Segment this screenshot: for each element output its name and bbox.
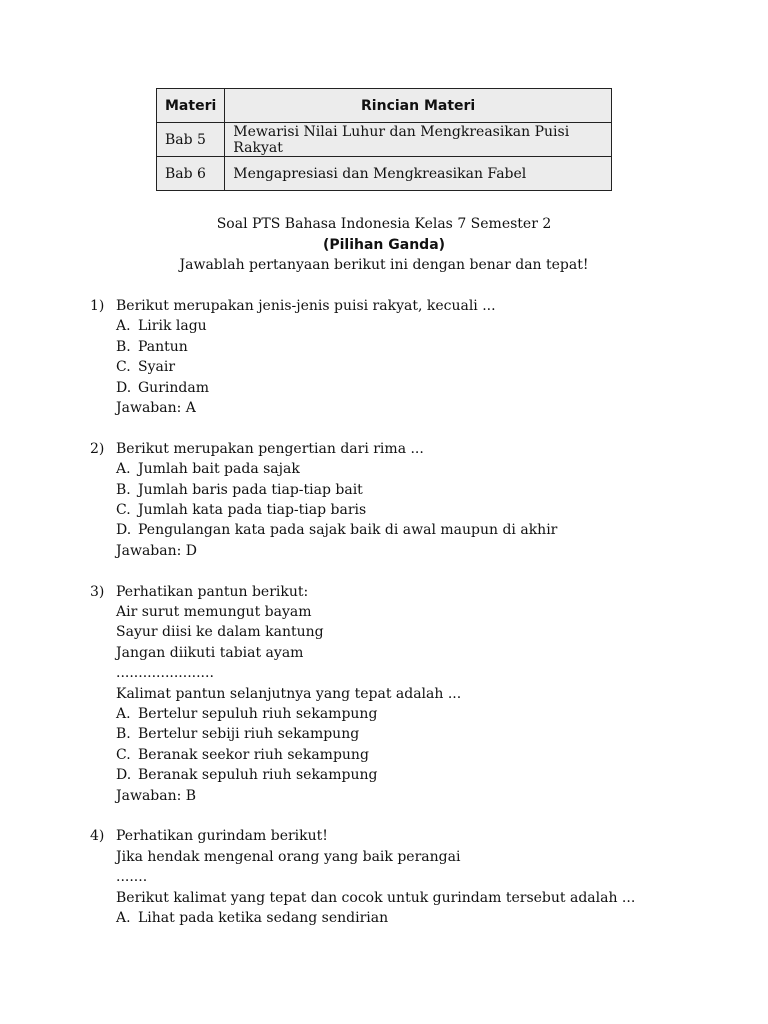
question-4 [90, 826, 740, 928]
option-a [90, 459, 740, 479]
option-letter: C. [116, 746, 131, 763]
question-number: 3) [90, 583, 105, 600]
option-text: Syair [138, 359, 176, 376]
option-letter: D. [116, 767, 132, 784]
question-number: 4) [90, 828, 105, 845]
option-text: Pantun [138, 338, 188, 355]
table-row [157, 123, 612, 157]
option-letter: A. [116, 318, 131, 335]
table-cell: Bab 6 [157, 157, 225, 191]
option-text: Bertelur sepuluh riuh sekampung [138, 706, 378, 723]
question-text: Berikut merupakan pengertian dari rima ... [116, 440, 424, 457]
table-row [157, 157, 612, 191]
option-text: Pengulangan kata pada sajak baik di awal maupun di akhir [138, 522, 558, 539]
option-a [90, 316, 740, 336]
question-text: Perhatikan gurindam berikut! [116, 828, 328, 845]
option-a [90, 908, 740, 928]
option-text: Bertelur sebiji riuh sekampung [138, 726, 360, 743]
option-d [90, 378, 740, 398]
option-b [90, 337, 740, 357]
question-number: 1) [90, 298, 105, 314]
answer-text: Jawaban: A [116, 399, 196, 416]
pantun-line: Jangan diikuti tabiat ayam [116, 644, 304, 661]
header-materi: Materi [157, 89, 225, 123]
question-text: Berikut merupakan jenis-jenis puisi rakyat, kecuali ... [116, 298, 496, 314]
option-letter: C. [116, 502, 131, 519]
table-cell: Mengapresiasi dan Mengkreasikan Fabel [225, 157, 612, 191]
option-text: Jumlah bait pada sajak [138, 461, 300, 478]
option-text: Lihat pada ketika sedang sendirian [138, 910, 389, 927]
page-title: Soal PTS Bahasa Indonesia Kelas 7 Semester 2 [216, 216, 552, 232]
question-prompt: Berikut kalimat yang tepat dan cocok untuk gurindam tersebut adalah ... [116, 889, 636, 906]
option-letter: B. [116, 726, 131, 743]
question-prompt: Kalimat pantun selanjutnya yang tepat adalah ... [116, 685, 462, 702]
option-letter: A. [116, 706, 131, 723]
option-text: Beranak seekor riuh sekampung [138, 746, 369, 763]
option-letter: B. [116, 338, 131, 355]
gurindam-line: Jika hendak mengenal orang yang baik perangai [116, 848, 461, 865]
option-b [90, 480, 740, 500]
option-letter: D. [116, 522, 132, 539]
option-b [90, 724, 740, 744]
question-3 [90, 582, 740, 806]
instruction-text: Jawablah pertanyaan berikut ini dengan benar dan tepat! [179, 257, 589, 273]
gurindam-blank: ....... [116, 869, 148, 886]
option-letter: D. [116, 379, 132, 396]
option-d [90, 765, 740, 785]
option-text: Jumlah kata pada tiap-tiap baris [138, 502, 367, 519]
option-text: Beranak sepuluh riuh sekampung [138, 767, 378, 784]
option-letter: A. [116, 910, 131, 927]
materi-table [156, 88, 612, 191]
heading-block [0, 214, 768, 276]
question-1 [90, 296, 740, 418]
table-cell: Bab 5 [157, 123, 225, 157]
option-letter: C. [116, 359, 131, 376]
answer-text: Jawaban: B [116, 787, 197, 804]
table-cell: Mewarisi Nilai Luhur dan Mengkreasikan Puisi Rakyat [225, 123, 612, 157]
question-list [90, 296, 740, 949]
pantun-line: Sayur diisi ke dalam kantung [116, 624, 324, 641]
table-header-row [157, 89, 612, 123]
option-letter: A. [116, 461, 131, 478]
option-text: Lirik lagu [138, 318, 207, 335]
option-text: Jumlah baris pada tiap-tiap bait [138, 481, 363, 498]
question-2 [90, 439, 740, 561]
option-letter: B. [116, 481, 131, 498]
section-subtitle: (Pilihan Ganda) [322, 236, 446, 253]
option-a [90, 704, 740, 724]
option-c [90, 500, 740, 520]
header-rincian-materi: Rincian Materi [225, 89, 612, 123]
pantun-blank: ...................... [116, 665, 214, 682]
option-text: Gurindam [138, 379, 209, 396]
question-text: Perhatikan pantun berikut: [116, 583, 309, 600]
pantun-line: Air surut memungut bayam [116, 604, 312, 621]
option-c [90, 357, 740, 377]
option-c [90, 745, 740, 765]
option-d [90, 520, 740, 540]
question-number: 2) [90, 440, 105, 457]
answer-text: Jawaban: D [116, 542, 198, 559]
